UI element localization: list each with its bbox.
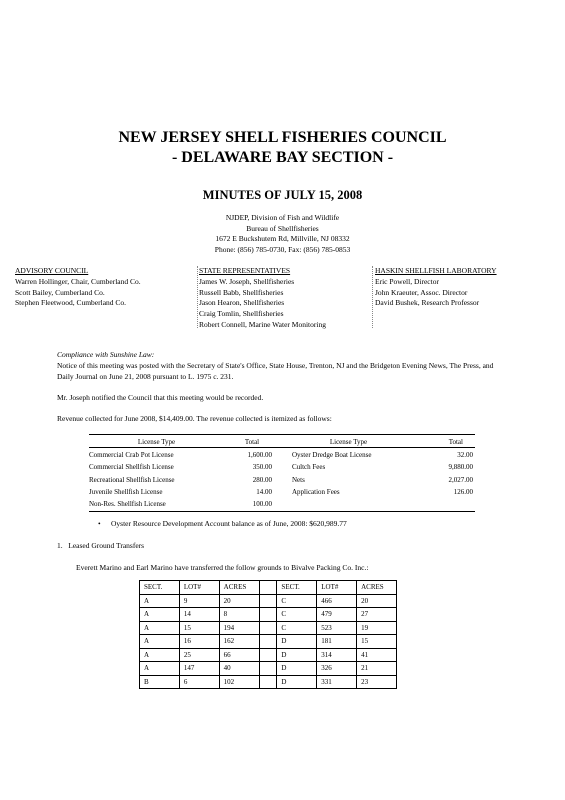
column-header: SECT. — [140, 581, 180, 595]
table-cell: 326 — [317, 662, 357, 676]
column-heading: ADVISORY COUNCIL — [15, 266, 89, 275]
table-cell: 23 — [357, 675, 397, 689]
spacer-cell — [259, 635, 277, 649]
table-cell: Juvenile Shellfish License — [89, 488, 163, 497]
table-row — [140, 675, 397, 689]
table-cell: D — [277, 648, 317, 662]
minutes-date: MINUTES OF JULY 15, 2008 — [202, 188, 363, 202]
title-line-2: - DELAWARE BAY SECTION - — [171, 149, 394, 166]
table-cell: 147 — [179, 662, 219, 676]
compliance-text: Notice of this meeting was posted with the Secretary of State's Office, State House, Trenton, NJ and the Bridgeton Evening News, The Press, and Daily Journal on June 21, 2008 pursuant to L. 1975 c. 231. — [57, 361, 494, 381]
title-line-1: NEW JERSEY SHELL FISHERIES COUNCIL — [118, 129, 447, 146]
table-cell: 126.00 — [453, 488, 473, 497]
table-cell: 25 — [179, 648, 219, 662]
column-divider — [197, 266, 198, 328]
license-table-header-rule — [89, 447, 475, 448]
table-cell: 102 — [219, 675, 259, 689]
column-divider — [372, 266, 373, 328]
table-cell: C — [277, 608, 317, 622]
table-cell: 32.00 — [457, 451, 473, 460]
table-cell: 66 — [219, 648, 259, 662]
table-cell: 27 — [357, 608, 397, 622]
table-cell: Commercial Shellfish License — [89, 463, 174, 472]
table-cell: 16 — [179, 635, 219, 649]
section-heading: 1. Leased Ground Transfers — [57, 541, 145, 550]
member-name: John Kraeuter, Assoc. Director — [375, 287, 468, 297]
table-cell: C — [277, 621, 317, 635]
column-header: ACRES — [219, 581, 259, 595]
table-cell: 9,880.00 — [448, 463, 473, 472]
spacer-cell — [259, 581, 277, 595]
table-row — [89, 474, 475, 486]
table-cell: 6 — [179, 675, 219, 689]
table-cell: 181 — [317, 635, 357, 649]
table-cell: Non-Res. Shellfish License — [89, 500, 166, 509]
table-cell: 1,600.00 — [247, 451, 272, 460]
table-cell: C — [277, 594, 317, 608]
member-name: Russell Babb, Shellfisheries — [199, 287, 284, 297]
table-cell: A — [140, 648, 180, 662]
state-representatives-column — [199, 266, 364, 331]
table-cell: D — [277, 635, 317, 649]
haskin-laboratory-column — [375, 266, 555, 309]
table-cell: 9 — [179, 594, 219, 608]
column-header: SECT. — [277, 581, 317, 595]
column-heading: HASKIN SHELLFISH LABORATORY — [375, 266, 497, 275]
license-table-bottom-rule — [89, 511, 475, 512]
member-name: James W. Joseph, Shellfisheries — [199, 276, 295, 286]
column-heading: STATE REPRESENTATIVES — [199, 266, 291, 275]
table-row — [140, 608, 397, 622]
bullet-text: Oyster Resource Development Account balance as of June, 2008: $620,989.77 — [111, 519, 347, 528]
table-header-row — [140, 581, 397, 595]
table-cell: Cultch Fees — [292, 463, 326, 472]
table-cell: A — [140, 621, 180, 635]
table-cell: 41 — [357, 648, 397, 662]
address-line: 1672 E Buckshutem Rd, Millville, NJ 08332 — [215, 234, 350, 243]
table-row — [89, 498, 475, 510]
table-cell: 14.00 — [256, 488, 272, 497]
spacer-cell — [259, 662, 277, 676]
table-cell: 15 — [357, 635, 397, 649]
spacer-cell — [259, 608, 277, 622]
table-row — [140, 662, 397, 676]
table-row — [89, 461, 475, 473]
license-revenue-rows — [89, 449, 475, 510]
column-header: License Type — [329, 437, 368, 446]
column-header: LOT# — [317, 581, 357, 595]
table-cell — [417, 498, 475, 510]
table-cell: B — [140, 675, 180, 689]
spacer-cell — [259, 675, 277, 689]
member-name: David Bushek, Research Professor — [375, 298, 480, 308]
table-cell: 15 — [179, 621, 219, 635]
table-cell: 350.00 — [252, 463, 272, 472]
table-cell: 8 — [219, 608, 259, 622]
table-cell: 162 — [219, 635, 259, 649]
table-cell: Oyster Dredge Boat License — [292, 451, 372, 460]
compliance-heading: Compliance with Sunshine Law: — [57, 350, 155, 359]
lot-transfer-table — [139, 580, 397, 689]
table-row — [140, 635, 397, 649]
table-cell: 20 — [219, 594, 259, 608]
table-cell: 331 — [317, 675, 357, 689]
recording-notice: Mr. Joseph notified the Council that this meeting would be recorded. — [57, 393, 264, 402]
table-cell: 314 — [317, 648, 357, 662]
column-header: LOT# — [179, 581, 219, 595]
revenue-summary: Revenue collected for June 2008, $14,409.00. The revenue collected is itemized as follows: — [57, 414, 332, 423]
table-cell: Application Fees — [292, 488, 340, 497]
license-revenue-table — [89, 436, 475, 447]
table-cell: Nets — [292, 475, 305, 484]
advisory-council-column — [15, 266, 205, 309]
table-row — [140, 621, 397, 635]
table-cell: 2,027.00 — [448, 475, 473, 484]
table-cell: D — [277, 662, 317, 676]
member-name: Craig Tomlin, Shellfisheries — [199, 309, 284, 319]
address-line: Bureau of Shellfisheries — [246, 223, 319, 233]
member-name: Eric Powell, Director — [375, 276, 439, 286]
column-header: Total — [448, 437, 463, 446]
member-name: Scott Bailey, Cumberland Co. — [15, 287, 105, 297]
table-cell: A — [140, 635, 180, 649]
table-cell: 466 — [317, 594, 357, 608]
address-line: Phone: (856) 785-0730, Fax: (856) 785-0853 — [214, 244, 351, 254]
column-header: License Type — [137, 437, 176, 446]
column-header: ACRES — [357, 581, 397, 595]
member-name: Jason Hearon, Shellfisheries — [199, 298, 285, 308]
member-name: Robert Connell, Marine Water Monitoring — [199, 319, 326, 329]
table-row — [140, 648, 397, 662]
table-cell: D — [277, 675, 317, 689]
table-cell: 280.00 — [252, 475, 272, 484]
table-cell: 21 — [357, 662, 397, 676]
transfer-statement: Everett Marino and Earl Marino have transferred the follow grounds to Bivalve Packing Co. Inc.: — [76, 563, 369, 572]
license-table-top-rule — [89, 434, 475, 435]
table-cell: 19 — [357, 621, 397, 635]
column-header: Total — [244, 437, 260, 446]
member-name: Stephen Fleetwood, Cumberland Co. — [15, 298, 127, 308]
oyster-account-bullet — [98, 519, 528, 530]
table-header-row — [89, 436, 475, 447]
table-cell: 40 — [219, 662, 259, 676]
table-cell: Commercial Crab Pot License — [89, 451, 174, 460]
table-cell: 194 — [219, 621, 259, 635]
table-row — [89, 486, 475, 498]
council-title — [0, 128, 565, 168]
table-cell: 479 — [317, 608, 357, 622]
table-cell: Recreational Shellfish License — [89, 475, 175, 484]
bullet-icon: • — [98, 519, 101, 528]
table-cell: A — [140, 662, 180, 676]
table-cell: 20 — [357, 594, 397, 608]
address-block — [0, 213, 565, 255]
spacer-cell — [259, 594, 277, 608]
address-line: NJDEP, Division of Fish and Wildlife — [225, 213, 340, 222]
table-cell: A — [140, 594, 180, 608]
spacer-cell — [259, 621, 277, 635]
member-name: Warren Hollinger, Chair, Cumberland Co. — [15, 276, 141, 286]
table-cell: 14 — [179, 608, 219, 622]
table-row — [89, 449, 475, 461]
table-cell: 100.00 — [252, 500, 272, 509]
spacer-cell — [259, 648, 277, 662]
table-cell: A — [140, 608, 180, 622]
table-cell: 523 — [317, 621, 357, 635]
table-cell — [280, 498, 417, 510]
table-row — [140, 594, 397, 608]
